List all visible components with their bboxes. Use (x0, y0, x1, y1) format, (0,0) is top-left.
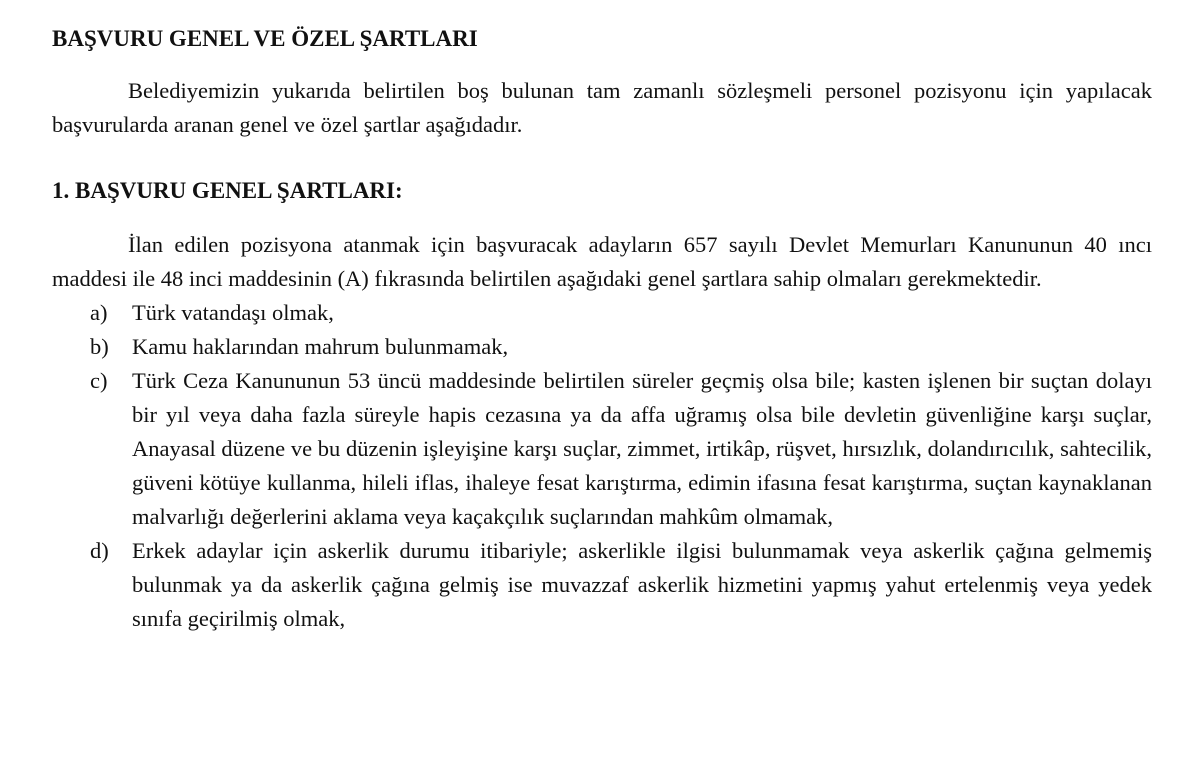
list-item-text: Erkek adaylar için askerlik durumu itibariyle; askerlikle ilgisi bulunmamak veya askerlik çağına gelmemiş bulunmak ya da askerlik çağına gelmiş ise muvazzaf askerlik hizmetini yapmış yahut ertelenmiş veya yedek sınıfa geçirilmiş olmak, (132, 538, 1152, 631)
list-item-b (52, 330, 1152, 364)
requirements-list (52, 296, 1152, 636)
section-1-title: 1. BAŞVURU GENEL ŞARTLARI: (52, 178, 403, 203)
list-item-d (52, 534, 1152, 636)
list-marker: c) (90, 368, 108, 393)
document-page (52, 22, 1152, 636)
list-item-a (52, 296, 1152, 330)
list-item-text: Kamu haklarından mahrum bulunmamak, (132, 334, 509, 359)
document-title: BAŞVURU GENEL VE ÖZEL ŞARTLARI (52, 26, 478, 51)
list-marker: a) (90, 300, 108, 325)
list-marker: b) (90, 334, 109, 359)
intro-paragraph: Belediyemizin yukarıda belirtilen boş bulunan tam zamanlı sözleşmeli personel pozisyonu için yapılacak başvurularda aranan genel ve özel şartlar aşağıdadır. (52, 78, 1152, 137)
section-1-paragraph: İlan edilen pozisyona atanmak için başvuracak adayların 657 sayılı Devlet Memurları Kanununun 40 ıncı maddesi ile 48 inci maddesinin (A) fıkrasında belirtilen aşağıdaki genel şartlara sahip olmaları gerekmektedir. (52, 232, 1152, 291)
list-item-text: Türk Ceza Kanununun 53 üncü maddesinde belirtilen süreler geçmiş olsa bile; kasten işlenen bir suçtan dolayı bir yıl veya daha fazla süreyle hapis cezasına ya da affa uğramış olsa bile devletin güvenliğine karşı suçlar, Anayasal düzene ve bu düzenin işleyişine karşı suçlar, zimmet, irtikâp, rüşvet, hırsızlık, dolandırıcılık, sahtecilik, güveni kötüye kullanma, hileli iflas, ihaleye fesat karıştırma, edimin ifasına fesat karıştırma, suçtan kaynaklanan malvarlığı değerlerini aklama veya kaçakçılık suçlarından mahkûm olmamak, (132, 368, 1152, 529)
list-item-c (52, 364, 1152, 534)
list-marker: d) (90, 538, 109, 563)
list-item-text: Türk vatandaşı olmak, (132, 300, 334, 325)
